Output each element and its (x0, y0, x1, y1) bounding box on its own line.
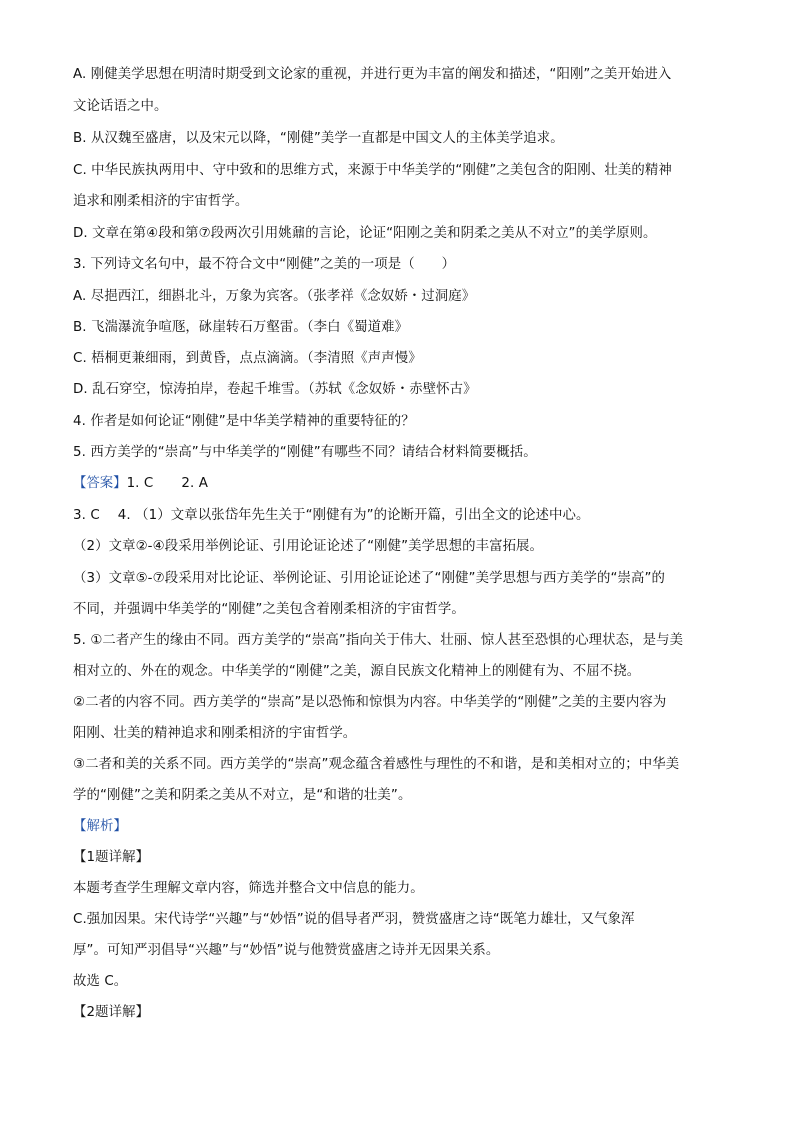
answer-1: 1. C (126, 476, 154, 491)
question-5: 5. 西方美学的“崇高”与中华美学的“刚健”有哪些不同？请结合材料简要概括。 (73, 445, 537, 460)
answer-5-point-2-line-1: ②二者的内容不同。西方美学的“崇高”是以恐怖和惊惧为内容。中华美学的“刚健”之美的主要内容为 (73, 695, 667, 710)
option-c-line-2: 追求和刚柔相济的宇宙哲学。 (73, 194, 249, 209)
answer-line (73, 475, 722, 493)
option-d-line: D. 文章在第④段和第⑦段两次引用姚鼐的言论，论证“阳刚之美和阴柔之美从不对立”的美学原则。 (73, 226, 657, 241)
answer-3-4-line (73, 507, 722, 525)
option-b-line: B. 从汉魏至盛唐，以及宋元以降，“刚健”美学一直都是中国文人的主体美学追求。 (73, 131, 564, 146)
answer-2: 2. A (181, 476, 208, 491)
answer-4-part-3-line-1: （3）文章⑤-⑦段采用对比论证、举例论证、引用论证论述了“刚健”美学思想与西方美学的“崇高”的 (73, 571, 666, 586)
analysis-tag-line (73, 818, 722, 836)
q3-option-a: A. 尽挹西江，细斟北斗，万象为宾客。（张孝祥《念奴娇・过洞庭》 (73, 289, 476, 304)
answer-4-part-3-line-2: 不同，并强调中华美学的“刚健”之美包含着刚柔相济的宇宙哲学。 (73, 602, 465, 617)
q1-detail-line-2: C.强加因果。宋代诗学“兴趣”与“妙悟”说的倡导者严羽，赞赏盛唐之诗“既笔力雄壮，又气象浑 (73, 912, 635, 927)
answer-3: 3. C (73, 508, 100, 523)
option-a-line-1: A. 刚健美学思想在明清时期受到文论家的重视，并进行更为丰富的阐发和描述，“阳刚”之美开始进入 (73, 67, 672, 82)
answer-5-point-3-line-1: ③二者和美的关系不同。西方美学的“崇高”观念蕴含着感性与理性的不和谐，是和美相对立的；中华美 (73, 757, 680, 772)
answer-5-point-1-line-1: 5. ①二者产生的缘由不同。西方美学的“崇高”指向关于伟大、壮丽、惊人甚至恐惧的心理状态，是与美 (73, 633, 684, 648)
answer-5-point-3-line-2: 学的“刚健”之美和阴柔之美从不对立，是“和谐的壮美”。 (73, 788, 412, 803)
option-c-line-1: C. 中华民族执两用中、守中致和的思维方式，来源于中华美学的“刚健”之美包含的阳刚、壮美的精神 (73, 163, 672, 178)
q3-option-b: B. 飞湍瀑流争喧豗，砯崖转石万壑雷。（李白《蜀道难》 (73, 320, 409, 335)
q1-detail-line-3: 厚”。可知严羽倡导“兴趣”与“妙悟”说与他赞赏盛唐之诗并无因果关系。 (73, 943, 500, 958)
answer-tag: 【答案】 (73, 476, 127, 491)
q1-detail-line-1: 本题考查学生理解文章内容，筛选并整合文中信息的能力。 (73, 881, 424, 896)
q3-option-d: D. 乱石穿空，惊涛拍岸，卷起千堆雪。（苏轼《念奴娇・赤壁怀古》 (73, 382, 477, 397)
question-3: 3. 下列诗文名句中，最不符合文中“刚健”之美的一项是（ ） (73, 257, 456, 272)
q1-detail-line-4: 故选 C。 (73, 974, 128, 989)
q1-detail-title: 【1题详解】 (73, 850, 150, 865)
answer-5-point-1-line-2: 相对立的、外在的观念。中华美学的“刚健”之美，源自民族文化精神上的刚健有为、不屈不挠。 (73, 664, 641, 679)
question-4: 4. 作者是如何论证“刚健”是中华美学精神的重要特征的？ (73, 414, 415, 429)
answer-4-intro: 4. （1）文章以张岱年先生关于“刚健有为”的论断开篇，引出全文的论述中心。 (117, 508, 590, 523)
answer-5-point-2-line-2: 阳刚、壮美的精神追求和刚柔相济的宇宙哲学。 (73, 726, 357, 741)
option-a-line-2: 文论话语之中。 (73, 99, 168, 114)
q2-detail-title: 【2题详解】 (73, 1005, 150, 1020)
analysis-tag: 【解析】 (73, 819, 127, 834)
answer-4-part-2: （2）文章②-④段采用举例论证、引用论证论述了“刚健”美学思想的丰富拓展。 (73, 539, 544, 554)
q3-option-c: C. 梧桐更兼细雨，到黄昏，点点滴滴。（李清照《声声慢》 (73, 351, 422, 366)
